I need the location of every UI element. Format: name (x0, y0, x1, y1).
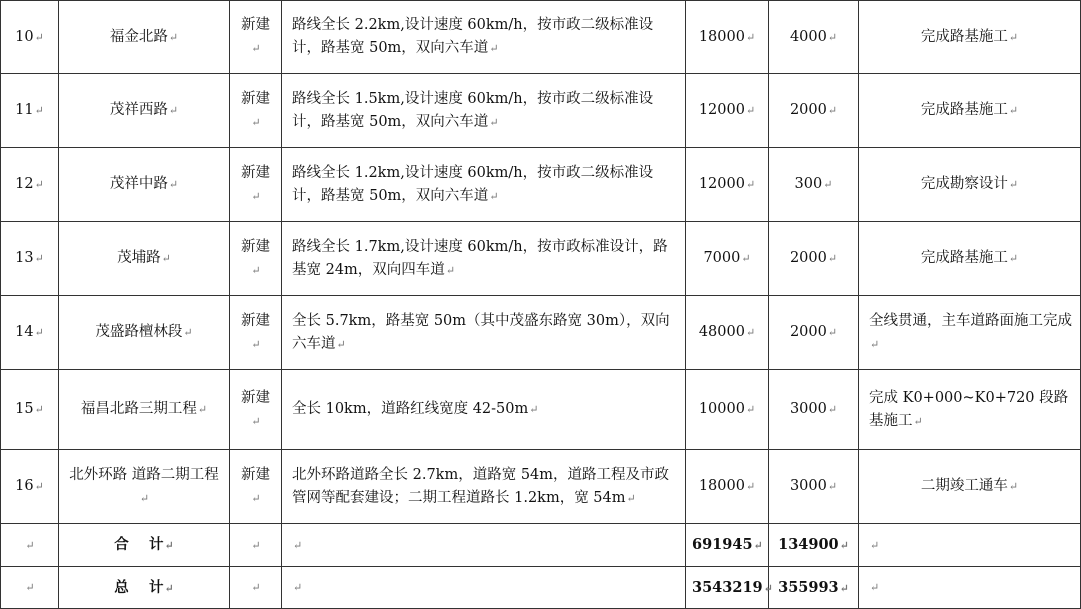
total-row (1, 567, 1081, 609)
table-row (1, 222, 1081, 296)
total-investment: 7000↵ (686, 222, 769, 296)
project-description: 路线全长 1.5km,设计速度 60km/h，按市政二级标准设计，路基宽 50m，双向六车道↵ (282, 74, 686, 148)
empty-cell: ↵ (859, 567, 1081, 609)
row-number: 14↵ (1, 296, 59, 370)
build-type: 新建↵ (230, 222, 282, 296)
total-investment: 12000↵ (686, 74, 769, 148)
road-name: 茂祥西路↵ (59, 74, 230, 148)
annual-plan: 3000↵ (769, 450, 859, 524)
table-row (1, 370, 1081, 450)
project-description: 全长 5.7km，路基宽 50m（其中茂盛东路宽 30m），双向六车道↵ (282, 296, 686, 370)
road-name: 茂祥中路↵ (59, 148, 230, 222)
empty-cell: ↵ (859, 524, 1081, 567)
road-name: 福昌北路三期工程↵ (59, 370, 230, 450)
subtotal-label: 合 计↵ (59, 524, 230, 567)
progress-status: 完成路基施工↵ (859, 1, 1081, 74)
road-name: 福金北路↵ (59, 1, 230, 74)
build-type: 新建↵ (230, 148, 282, 222)
annual-plan: 300↵ (769, 148, 859, 222)
progress-status: 完成路基施工↵ (859, 222, 1081, 296)
road-name: 北外环路 道路二期工程↵ (59, 450, 230, 524)
project-description: 北外环路道路全长 2.7km，道路宽 54m，道路工程及市政管网等配套建设；二期工程道路长 1.2km，宽 54m↵ (282, 450, 686, 524)
annual-plan: 2000↵ (769, 296, 859, 370)
empty-cell: ↵ (282, 524, 686, 567)
row-number: 11↵ (1, 74, 59, 148)
subtotal-investment: 691945↵ (686, 524, 769, 567)
empty-cell: ↵ (230, 524, 282, 567)
project-description: 全长 10km，道路红线宽度 42-50m↵ (282, 370, 686, 450)
annual-plan: 4000↵ (769, 1, 859, 74)
road-name: 茂盛路檀林段↵ (59, 296, 230, 370)
annual-plan: 2000↵ (769, 222, 859, 296)
progress-status: 完成路基施工↵ (859, 74, 1081, 148)
total-investment: 18000↵ (686, 1, 769, 74)
empty-cell: ↵ (1, 524, 59, 567)
progress-status: 二期竣工通车↵ (859, 450, 1081, 524)
total-label: 总 计↵ (59, 567, 230, 609)
empty-cell: ↵ (230, 567, 282, 609)
table-body (1, 1, 1081, 609)
row-number: 16↵ (1, 450, 59, 524)
build-type: 新建↵ (230, 296, 282, 370)
project-description: 路线全长 1.7km,设计速度 60km/h，按市政标准设计，路基宽 24m，双向四车道↵ (282, 222, 686, 296)
row-number: 13↵ (1, 222, 59, 296)
build-type: 新建↵ (230, 370, 282, 450)
total-investment: 10000↵ (686, 370, 769, 450)
build-type: 新建↵ (230, 450, 282, 524)
table-row (1, 1, 1081, 74)
total-investment: 48000↵ (686, 296, 769, 370)
total-investment-sum: 3543219↵ (686, 567, 769, 609)
progress-status: 完成勘察设计↵ (859, 148, 1081, 222)
empty-cell: ↵ (1, 567, 59, 609)
project-description: 路线全长 1.2km,设计速度 60km/h，按市政二级标准设计，路基宽 50m，双向六车道↵ (282, 148, 686, 222)
annual-plan: 2000↵ (769, 74, 859, 148)
empty-cell: ↵ (282, 567, 686, 609)
annual-plan: 3000↵ (769, 370, 859, 450)
progress-status: 全线贯通，主车道路面施工完成↵ (859, 296, 1081, 370)
row-number: 10↵ (1, 1, 59, 74)
table-row (1, 450, 1081, 524)
road-name: 茂埔路↵ (59, 222, 230, 296)
subtotal-row (1, 524, 1081, 567)
progress-status: 完成 K0+000~K0+720 段路基施工↵ (859, 370, 1081, 450)
build-type: 新建↵ (230, 74, 282, 148)
table-row (1, 148, 1081, 222)
subtotal-plan: 134900↵ (769, 524, 859, 567)
table-row (1, 74, 1081, 148)
project-description: 路线全长 2.2km,设计速度 60km/h，按市政二级标准设计，路基宽 50m，双向六车道↵ (282, 1, 686, 74)
build-type: 新建↵ (230, 1, 282, 74)
table-row (1, 296, 1081, 370)
total-investment: 18000↵ (686, 450, 769, 524)
row-number: 12↵ (1, 148, 59, 222)
row-number: 15↵ (1, 370, 59, 450)
total-investment: 12000↵ (686, 148, 769, 222)
total-plan-sum: 355993↵ (769, 567, 859, 609)
